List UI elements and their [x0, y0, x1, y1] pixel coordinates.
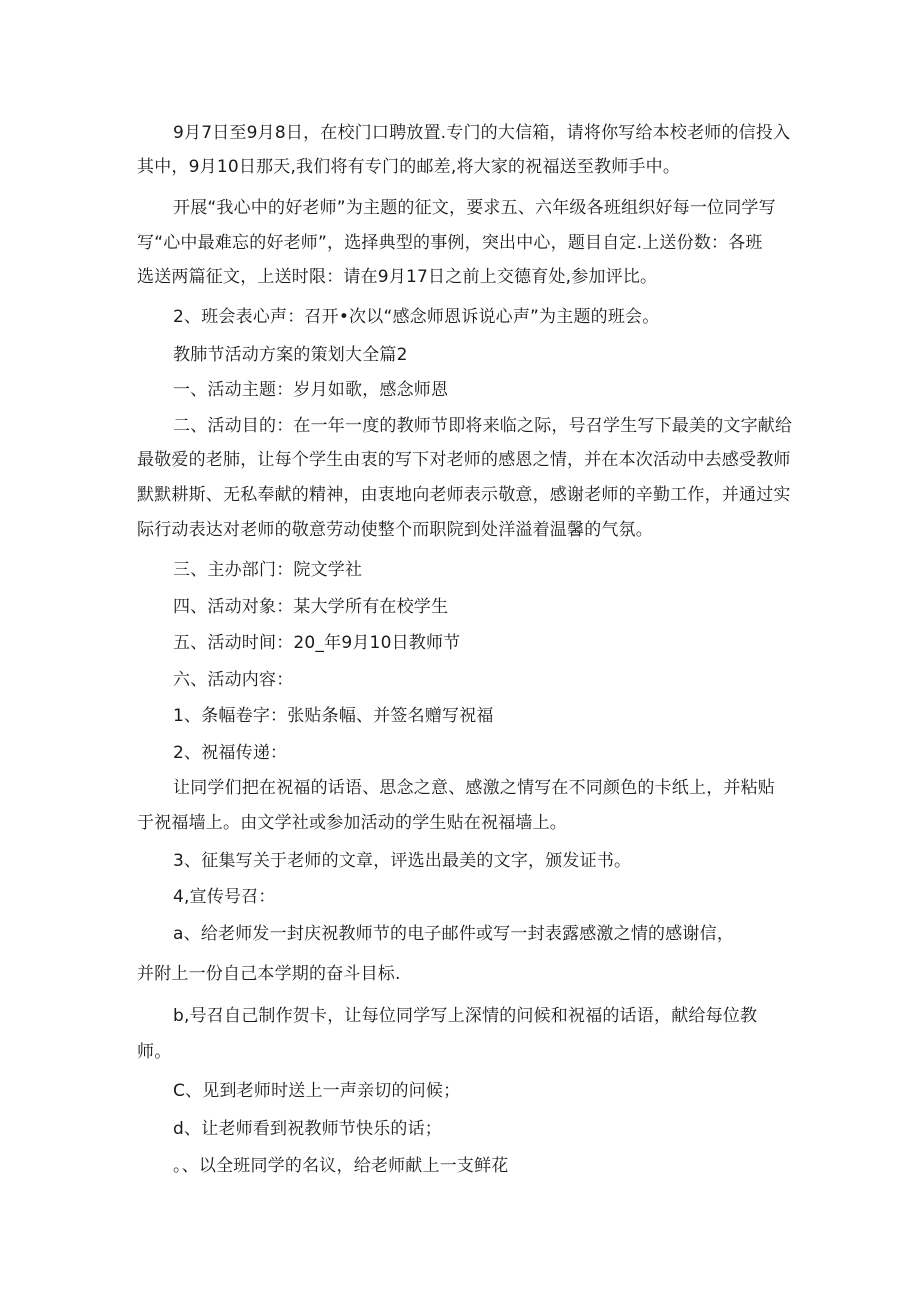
paragraph-line: 默默耕斯、无私奉献的精神，由衷地向老师表示敬意，感谢老师的辛勤工作，并通过实 [137, 485, 791, 505]
paragraph-line: 于祝福墙上。由文学社或参加活动的学生贴在祝福墙上。 [137, 813, 567, 833]
paragraph-line: 际行动表达对老师的敬意劳动使整个而职院到处洋溢着温馨的气氛。 [137, 520, 653, 540]
paragraph-line: C、见到老师时送上一声亲切的问候； [173, 1081, 461, 1101]
paragraph-line: 开展“我心中的好老师”为主题的征文，要求五、六年级各班组织好每一位同学写 [173, 198, 776, 218]
paragraph-line: 五、活动时间：20_年9月10日教师节 [173, 633, 461, 653]
paragraph-line: 二、活动目的：在一年一度的教师节即将来临之际，号召学生写下最美的文字献给 [173, 416, 793, 436]
paragraph-line: 选送两篇征文，上送时限：请在9月17日之前上交德育处,参加评比。 [137, 267, 658, 287]
paragraph-line: 一、活动主题：岁月如歌，感念师恩 [173, 380, 449, 400]
section-heading: 教肺节活动方案的策划大全篇2 [173, 345, 408, 365]
paragraph-line: 2、祝福传递： [173, 743, 288, 763]
paragraph-line: 让同学们把在祝福的话语、思念之意、感激之情写在不同颜色的卡纸上，并粘贴 [173, 778, 775, 798]
paragraph-line: 六、活动内容： [173, 670, 294, 690]
paragraph-line: 4,宣传号召： [173, 887, 276, 907]
paragraph-line: 其中，9月10日那天,我们将有专门的邮差,将大家的祝福送至教师手中。 [137, 157, 681, 177]
paragraph-line: 三、主办部门：院文学社 [173, 560, 363, 580]
paragraph-line: 师。 [137, 1042, 172, 1062]
paragraph-line: 3、征集写关于老师的文章，评选出最美的文字，颁发证书。 [173, 851, 632, 871]
paragraph-line: 并附上一份自己本学期的奋斗目标. [137, 964, 401, 984]
paragraph-line: 1、条幅卷字：张贴条幅、并签名赠写祝福 [173, 706, 494, 726]
paragraph-line: a、给老师发一封庆祝教师节的电子邮件或写一封表露感激之情的感谢信， [173, 924, 735, 944]
paragraph-line: 四、活动对象：某大学所有在校学生 [173, 597, 449, 617]
paragraph-line: b,号召自己制作贺卡，让每位同学写上深情的问候和祝福的话语，献给每位教 [173, 1006, 758, 1026]
paragraph-line: 。、以全班同学的名议，给老师献上一支鲜花 [173, 1156, 509, 1176]
paragraph-line: 写“心中最难忘的好老师”，选择典型的事例，突出中心，题目自定.上送份数：各班 [137, 233, 763, 253]
paragraph-line: 2、班会表心声：召开•次以“感念师恩诉说心声”为主题的班会。 [173, 307, 660, 327]
paragraph-line: 最敬爱的老肺，让每个学生由衷的写下对老师的感恩之情，并在本次活动中去感受教师 [137, 450, 791, 470]
paragraph-line: 9月7日至9月8日，在校门口聘放置.专门的大信箱，请将你写给本校老师的信投入 [173, 123, 791, 143]
paragraph-line: d、让老师看到祝教师节快乐的话； [173, 1119, 442, 1139]
